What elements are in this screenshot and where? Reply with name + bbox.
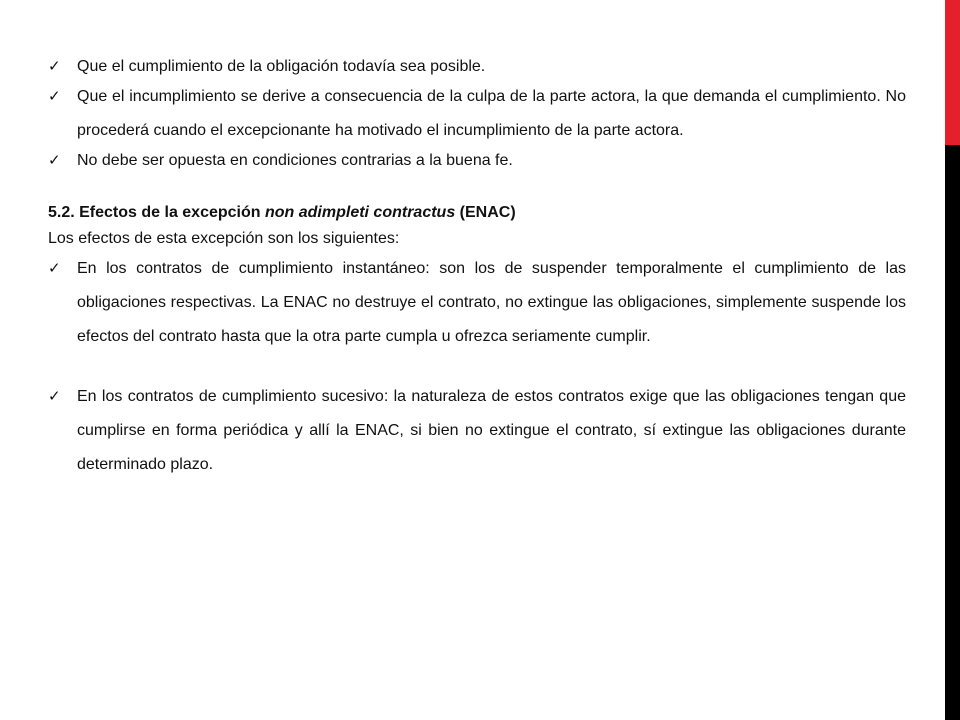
side-accent-bar xyxy=(945,0,960,720)
list-item xyxy=(48,54,906,80)
list-item xyxy=(48,380,906,482)
list-item-text: Que el cumplimiento de la obligación todavía sea posible. xyxy=(77,58,486,75)
check-icon: ✓ xyxy=(48,88,61,105)
check-icon: ✓ xyxy=(48,388,61,405)
side-bar-red-segment xyxy=(945,0,960,145)
heading-italic: non adimpleti contractus xyxy=(264,204,456,221)
list-item-text: No debe ser opuesta en condiciones contrarias a la buena fe. xyxy=(77,152,513,169)
section-heading xyxy=(48,200,906,226)
list-item-text: Que el incumplimiento se derive a consecuencia de la culpa de la parte actora, la que demanda el cumplimiento. No procederá cuando el excepcionante ha motivado el incumplimiento de la parte actora. xyxy=(77,88,906,139)
side-bar-black-segment xyxy=(945,145,960,720)
check-icon: ✓ xyxy=(48,260,61,277)
check-icon: ✓ xyxy=(48,152,61,169)
list-item-text: En los contratos de cumplimiento sucesivo: la naturaleza de estos contratos exige que las obligaciones tengan que cumplirse en forma periódica y allí la ENAC, si bien no extingue el contrato, sí extingue las obligaciones durante determinado plazo. xyxy=(77,388,906,473)
intro-text: Los efectos de esta excepción son los siguientes: xyxy=(48,230,400,247)
list-item-text: En los contratos de cumplimiento instantáneo: son los de suspender temporalmente el cumplimiento de las obligaciones respectivas. La ENAC no destruye el contrato, no extingue las obligaciones, simplemente suspende los efectos del contrato hasta que la otra parte cumpla u ofrezca seriamente cumplir. xyxy=(77,260,906,345)
list-item xyxy=(48,252,906,354)
list-item xyxy=(48,80,906,148)
slide-content xyxy=(48,54,906,482)
spacer xyxy=(48,354,906,380)
heading-prefix: 5.2. Efectos de la excepción xyxy=(48,204,265,221)
check-icon: ✓ xyxy=(48,58,61,75)
list-item xyxy=(48,148,906,174)
heading-suffix: (ENAC) xyxy=(455,204,516,221)
